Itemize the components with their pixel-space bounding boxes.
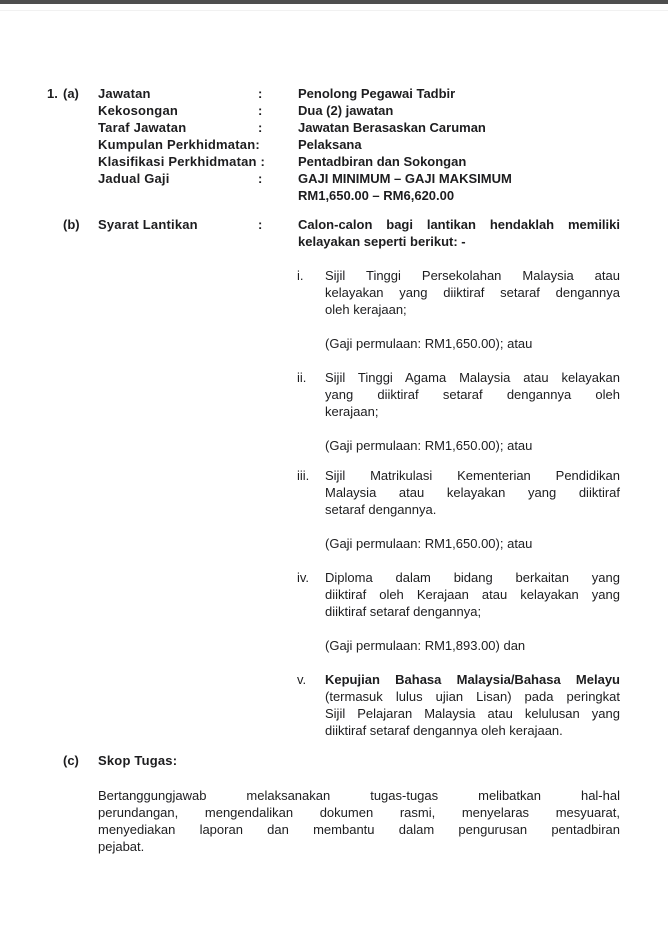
item-i-salary-note: (Gaji permulaan: RM1,650.00); atau xyxy=(325,336,533,351)
skop-tugas-line1: Bertanggungjawab melaksanakan tugas-tugas melibatkan hal-hal xyxy=(98,788,620,803)
skop-tugas-line4: pejabat. xyxy=(98,839,145,854)
item-ii-line3: kerajaan; xyxy=(325,404,379,419)
item-i-line3: oleh kerajaan; xyxy=(325,302,407,317)
item-ii-line1: Sijil Tinggi Agama Malaysia atau kelayakan xyxy=(325,370,620,385)
syarat-intro-line1: Calon-calon bagi lantikan hendaklah memiliki xyxy=(298,217,620,232)
list-numeral-iv: iv. xyxy=(297,570,310,585)
section-a-letter: (a) xyxy=(63,86,79,101)
item-number: 1. xyxy=(47,86,58,101)
field-colon: : xyxy=(258,103,263,118)
item-i-line2: kelayakan yang diiktiraf setaraf dengannya xyxy=(325,285,620,300)
field-colon: : xyxy=(258,120,263,135)
item-iii-line1: Sijil Matrikulasi Kementerian Pendidikan xyxy=(325,468,620,483)
item-iii-salary-note: (Gaji permulaan: RM1,650.00); atau xyxy=(325,536,533,551)
item-i-line1: Sijil Tinggi Persekolahan Malaysia atau xyxy=(325,268,620,283)
item-v-line2: (termasuk lulus ujian Lisan) pada peringkat xyxy=(325,689,620,704)
section-c-heading: Skop Tugas: xyxy=(98,753,178,768)
salary-range: RM1,650.00 – RM6,620.00 xyxy=(298,188,455,203)
field-label-jawatan: Jawatan xyxy=(98,86,151,101)
field-label-kekosongan: Kekosongan xyxy=(98,103,179,118)
field-value-jadual-gaji: GAJI MINIMUM – GAJI MAKSIMUM xyxy=(298,171,512,186)
skop-tugas-line2: perundangan, mengendalikan dokumen rasmi, menyelaras mesyuarat, xyxy=(98,805,620,820)
list-numeral-ii: ii. xyxy=(297,370,307,385)
field-value-kumpulan: Pelaksana xyxy=(298,137,362,152)
item-v-line4: diiktiraf setaraf dengannya oleh kerajaan. xyxy=(325,723,563,738)
list-numeral-i: i. xyxy=(297,268,304,283)
item-ii-line2: yang diiktiraf setaraf dengannya oleh xyxy=(325,387,620,402)
field-value-klasifikasi: Pentadbiran dan Sokongan xyxy=(298,154,467,169)
item-iv-line3: diiktiraf setaraf dengannya; xyxy=(325,604,482,619)
field-label-kumpulan: Kumpulan Perkhidmatan: xyxy=(98,137,260,152)
field-colon: : xyxy=(258,86,263,101)
item-iv-salary-note: (Gaji permulaan: RM1,893.00) dan xyxy=(325,638,526,653)
item-iii-line2: Malaysia atau kelayakan yang diiktiraf xyxy=(325,485,620,500)
item-iv-line1: Diploma dalam bidang berkaitan yang xyxy=(325,570,620,585)
top-divider-line xyxy=(0,10,668,11)
syarat-intro-line2: kelayakan seperti berikut: - xyxy=(298,234,466,249)
field-value-kekosongan: Dua (2) jawatan xyxy=(298,103,394,118)
window-top-border xyxy=(0,0,668,4)
item-iv-line2: diiktiraf oleh Kerajaan atau kelayakan yang xyxy=(325,587,620,602)
list-numeral-v: v. xyxy=(297,672,307,687)
item-ii-salary-note: (Gaji permulaan: RM1,650.00); atau xyxy=(325,438,533,453)
field-label-klasifikasi: Klasifikasi Perkhidmatan : xyxy=(98,154,266,169)
field-colon: : xyxy=(258,171,263,186)
field-label-taraf-jawatan: Taraf Jawatan xyxy=(98,120,187,135)
section-b-label: Syarat Lantikan xyxy=(98,217,198,232)
list-numeral-iii: iii. xyxy=(297,468,310,483)
section-b-letter: (b) xyxy=(63,217,80,232)
item-v-bold-line: Kepujian Bahasa Malaysia/Bahasa Melayu xyxy=(325,672,620,687)
skop-tugas-line3: menyediakan laporan dan membantu dalam pengurusan pentadbiran xyxy=(98,822,620,837)
section-c-letter: (c) xyxy=(63,753,79,768)
field-label-jadual-gaji: Jadual Gaji xyxy=(98,171,170,186)
item-v-line3: Sijil Pelajaran Malaysia atau kelulusan yang xyxy=(325,706,620,721)
item-iii-line3: setaraf dengannya. xyxy=(325,502,437,517)
field-value-taraf-jawatan: Jawatan Berasaskan Caruman xyxy=(298,120,486,135)
field-colon: : xyxy=(258,217,263,232)
field-value-jawatan: Penolong Pegawai Tadbir xyxy=(298,86,456,101)
